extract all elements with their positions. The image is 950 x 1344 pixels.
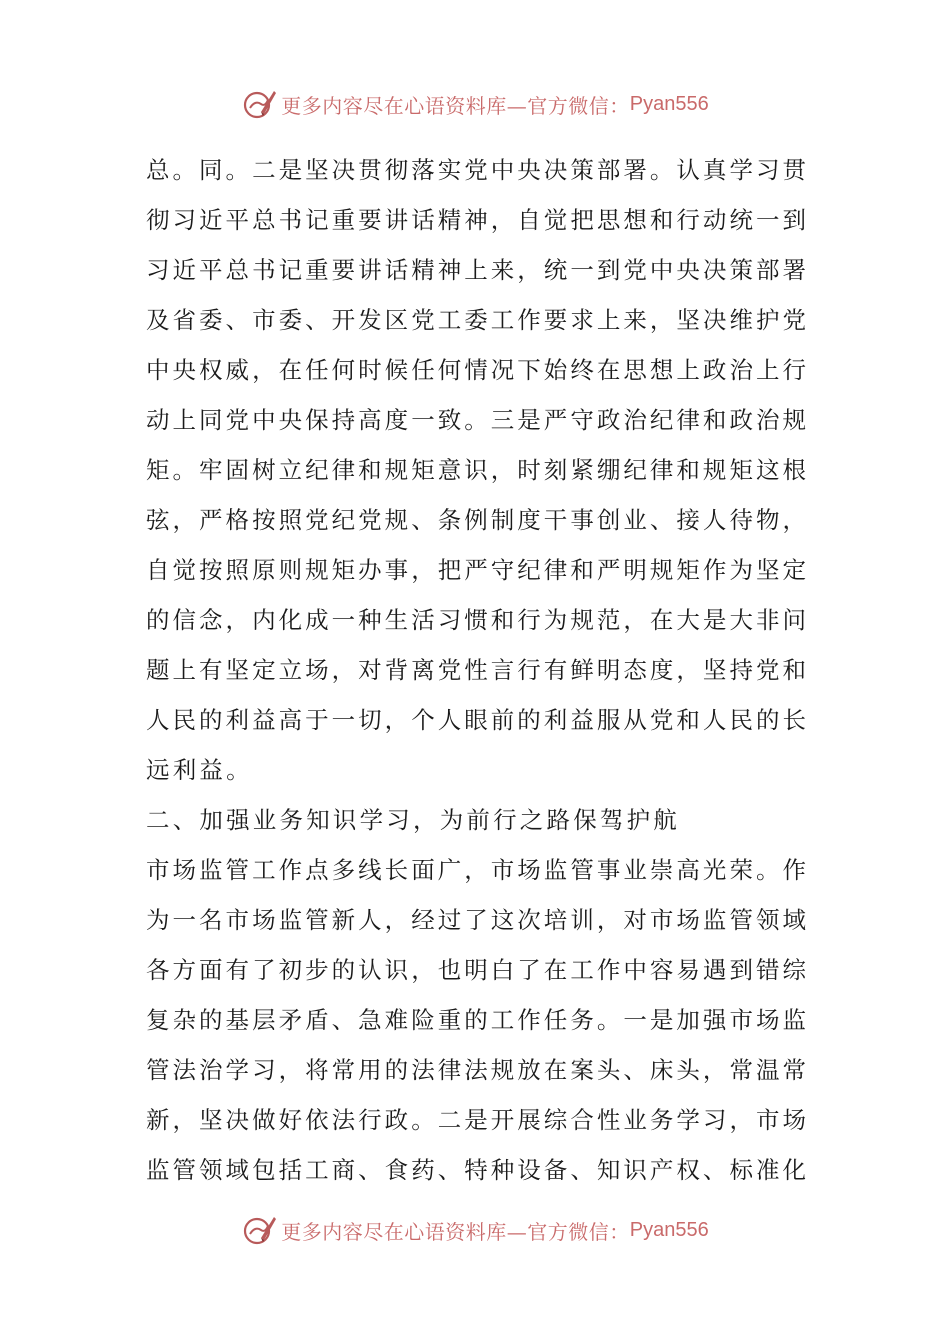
body-text-line: 总。同。二是坚决贯彻落实党中央决策部署。认真学习贯 [146,156,806,184]
watermark-text: 更多内容尽在心语资料库—官方微信： [281,1219,630,1244]
body-text-line: 的信念，内化成一种生活习惯和行为规范，在大是大非问 [146,606,806,634]
pen-logo-icon [241,86,277,122]
section-heading: 二、加强业务知识学习，为前行之路保驾护航 [146,806,680,834]
body-text-line: 新，坚决做好依法行政。二是开展综合性业务学习，市场 [146,1106,806,1134]
body-text-line: 管法治学习，将常用的法律法规放在案头、床头，常温常 [146,1056,806,1084]
body-text-line: 彻习近平总书记重要讲话精神，自觉把思想和行动统一到 [146,206,806,234]
pen-logo-icon [241,1212,277,1248]
body-text-line: 习近平总书记重要讲话精神上来，统一到党中央决策部署 [146,256,806,284]
watermark-footer [0,1208,950,1252]
watermark-wechat-id: Pyan556 [629,1218,709,1241]
body-text-line: 矩。牢固树立纪律和规矩意识，时刻紧绷纪律和规矩这根 [146,456,806,484]
body-text-line: 为一名市场监管新人，经过了这次培训，对市场监管领域 [146,906,806,934]
body-text-line: 人民的利益高于一切，个人眼前的利益服从党和人民的长 [146,706,806,734]
body-text-line: 各方面有了初步的认识，也明白了在工作中容易遇到错综 [146,956,806,984]
body-text-line: 自觉按照原则规矩办事，把严守纪律和严明规矩作为坚定 [146,556,806,584]
document-body [146,145,806,1195]
body-text-line: 动上同党中央保持高度一致。三是严守政治纪律和政治规 [146,406,806,434]
watermark-text: 更多内容尽在心语资料库—官方微信： [281,93,630,118]
body-text-line: 弦，严格按照党纪党规、条例制度干事创业、接人待物， [146,506,806,534]
body-text-line: 监管领域包括工商、食药、特种设备、知识产权、标准化 [146,1156,806,1184]
body-text-line: 市场监管工作点多线长面广，市场监管事业崇高光荣。作 [146,856,806,884]
body-text-line: 及省委、市委、开发区党工委工作要求上来，坚决维护党 [146,306,806,334]
body-text-line: 题上有坚定立场，对背离党性言行有鲜明态度，坚持党和 [146,656,806,684]
body-text-line: 复杂的基层矛盾、急难险重的工作任务。一是加强市场监 [146,1006,806,1034]
watermark-wechat-id: Pyan556 [629,92,709,115]
body-text-line: 中央权威，在任何时候任何情况下始终在思想上政治上行 [146,356,806,384]
watermark-header [0,82,950,126]
body-text-line: 远利益。 [146,756,253,784]
